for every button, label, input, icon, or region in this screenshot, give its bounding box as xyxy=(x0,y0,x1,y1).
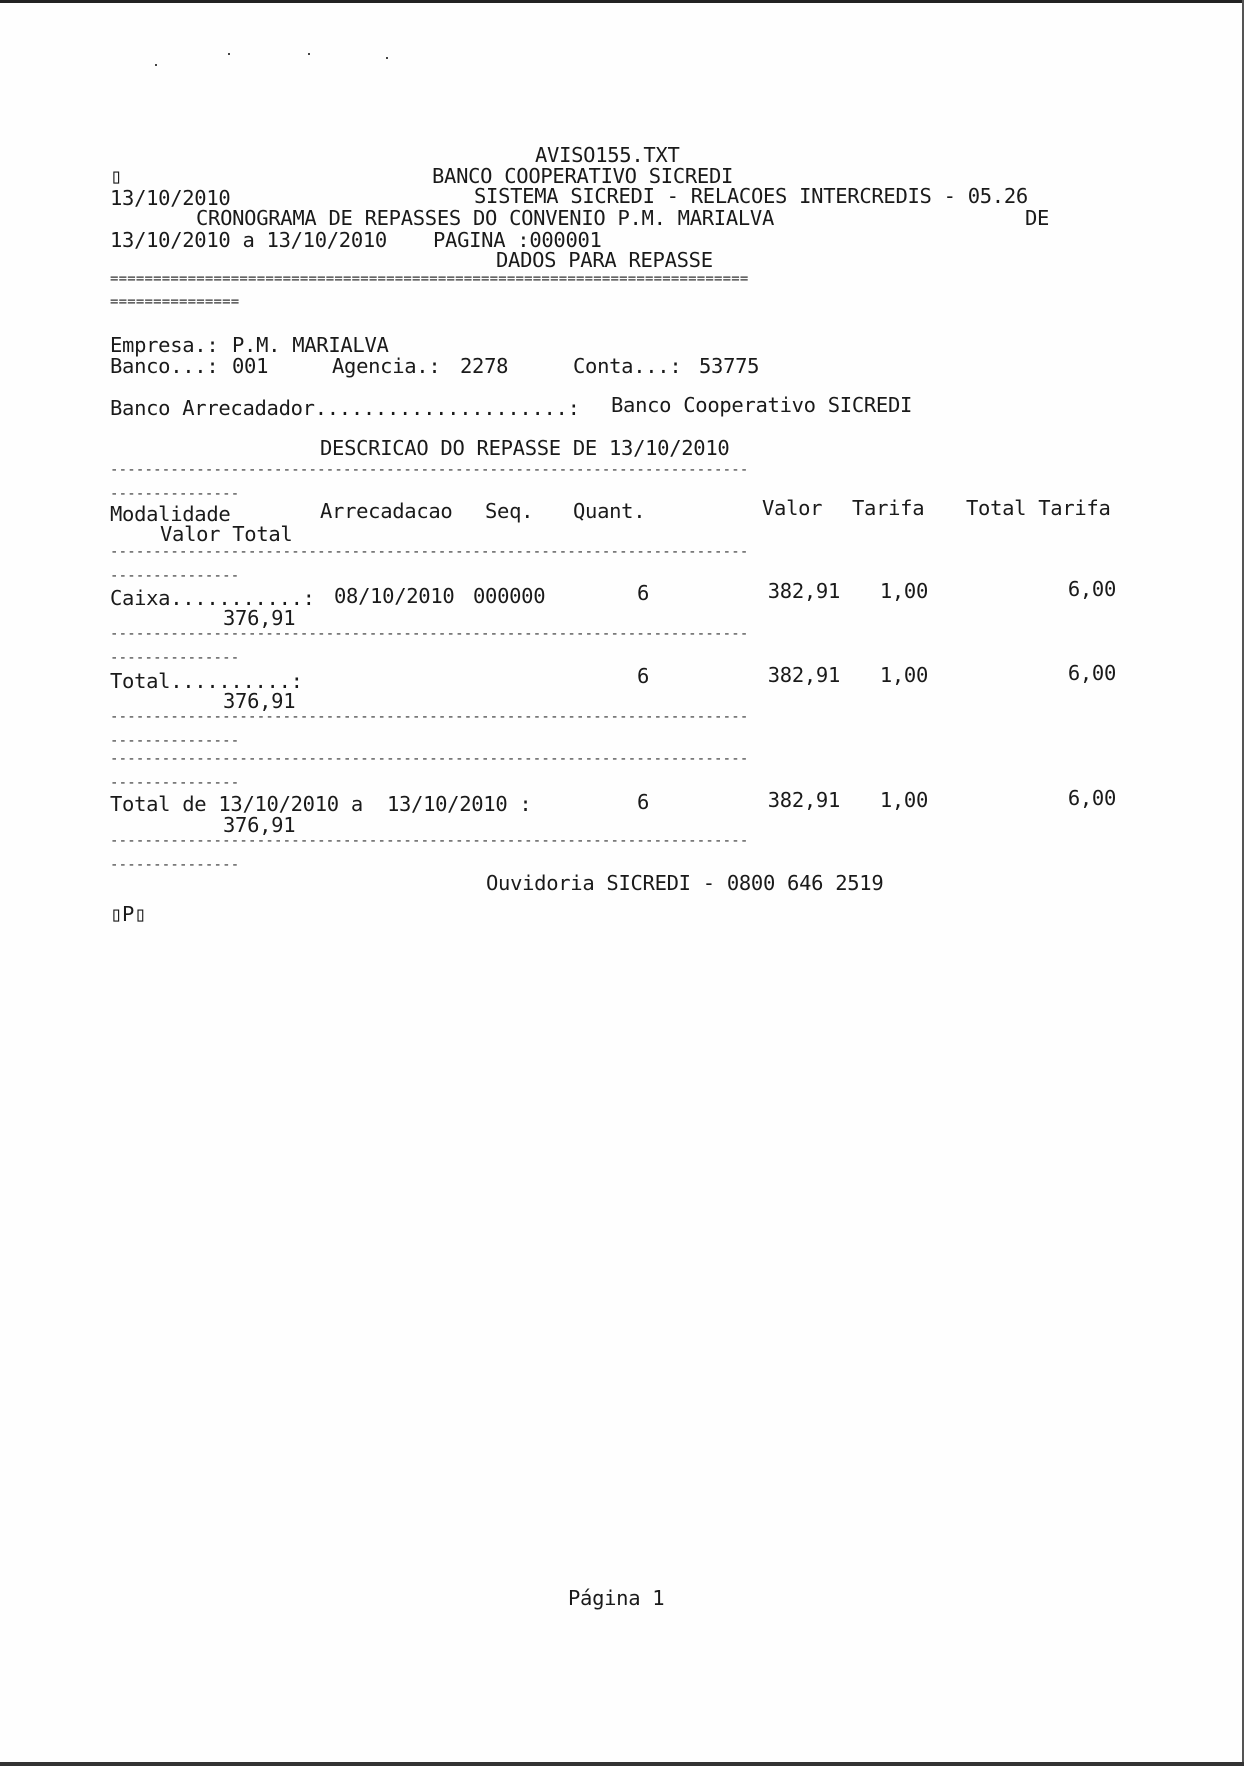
bank-name: BANCO COOPERATIVO SICREDI xyxy=(432,164,734,188)
row-seq: 000000 xyxy=(473,584,546,608)
schedule-de: DE xyxy=(1025,206,1050,230)
column-header-tarifa: Tarifa xyxy=(852,496,925,520)
row-total-tarifa: 6,00 xyxy=(1067,577,1116,601)
empresa-label: Empresa.: xyxy=(110,333,219,357)
scan-speck xyxy=(228,53,230,55)
single-rule: -------------------------------------------------------------------------- xyxy=(110,544,749,560)
double-rule: ========================================================================== xyxy=(110,271,749,287)
footer-page-number: Página 1 xyxy=(568,1586,665,1610)
scan-edge-top xyxy=(0,0,1244,3)
empresa-value: P.M. MARIALVA xyxy=(232,333,389,357)
grand-total-quant: 6 xyxy=(637,790,650,814)
single-rule: --------------- xyxy=(110,650,240,666)
column-header-valor-total: Valor Total xyxy=(160,522,293,546)
scan-speck xyxy=(386,57,388,59)
total-quant: 6 xyxy=(637,664,650,688)
banco-label: Banco...: xyxy=(110,354,219,378)
ouvidoria-contact: Ouvidoria SICREDI - 0800 646 2519 xyxy=(486,871,884,895)
agencia-value: 2278 xyxy=(460,354,509,378)
single-rule: -------------------------------------------------------------------------- xyxy=(110,462,749,478)
single-rule: -------------------------------------------------------------------------- xyxy=(110,833,749,849)
single-rule: --------------- xyxy=(110,486,240,502)
column-header-seq: Seq. xyxy=(485,499,534,523)
column-header-quant: Quant. xyxy=(573,499,646,523)
row-tarifa: 1,00 xyxy=(879,579,928,603)
total-valor-total: 376,91 xyxy=(223,689,296,713)
column-header-valor: Valor xyxy=(762,496,823,520)
column-header-modalidade: Modalidade xyxy=(110,502,231,526)
row-valor-total: 376,91 xyxy=(223,606,296,630)
report-date: 13/10/2010 xyxy=(110,186,231,210)
total-valor: 382,91 xyxy=(767,663,840,687)
agencia-label: Agencia.: xyxy=(332,354,441,378)
column-header-arrecadacao: Arrecadacao xyxy=(320,499,453,523)
total-label: Total..........: xyxy=(110,669,303,693)
arrecadador-label: Banco Arrecadador.....................: xyxy=(110,396,580,420)
filename: AVISO155.TXT xyxy=(535,143,680,167)
form-feed-marker: ▯P▯ xyxy=(110,902,147,926)
total-tarifa: 1,00 xyxy=(879,663,928,687)
single-rule: -------------------------------------------------------------------------- xyxy=(110,626,749,642)
total-total-tarifa: 6,00 xyxy=(1067,661,1116,685)
single-rule: -------------------------------------------------------------------------- xyxy=(110,709,749,725)
single-rule: -------------------------------------------------------------------------- xyxy=(110,751,749,767)
scan-edge-bottom xyxy=(0,1762,1244,1766)
scan-speck xyxy=(155,64,157,66)
single-rule: --------------- xyxy=(110,733,240,749)
single-rule: --------------- xyxy=(110,857,240,873)
banco-value: 001 xyxy=(232,354,269,378)
grand-total-label: Total de 13/10/2010 a 13/10/2010 : xyxy=(110,792,532,816)
single-rule: --------------- xyxy=(110,775,240,791)
section-title: DADOS PARA REPASSE xyxy=(496,248,713,272)
row-quant: 6 xyxy=(637,581,650,605)
single-rule: --------------- xyxy=(110,568,240,584)
scan-speck xyxy=(308,53,310,55)
conta-label: Conta...: xyxy=(573,354,682,378)
grand-total-total-tarifa: 6,00 xyxy=(1067,786,1116,810)
schedule-title: CRONOGRAMA DE REPASSES DO CONVENIO P.M. MARIALVA xyxy=(196,206,775,230)
page-number: PAGINA :000001 xyxy=(433,228,602,252)
grand-total-valor-total: 376,91 xyxy=(223,813,296,837)
arrecadador-value: Banco Cooperativo SICREDI xyxy=(611,393,913,417)
conta-value: 53775 xyxy=(699,354,760,378)
column-header-total-tarifa: Total Tarifa xyxy=(966,496,1111,520)
report-period: 13/10/2010 a 13/10/2010 xyxy=(110,228,387,252)
grand-total-valor: 382,91 xyxy=(767,788,840,812)
system-name: SISTEMA SICREDI - RELACOES INTERCREDIS - 05.26 xyxy=(474,184,1028,208)
control-char-marker: ▯ xyxy=(110,164,123,188)
row-valor: 382,91 xyxy=(767,579,840,603)
grand-total-tarifa: 1,00 xyxy=(879,788,928,812)
double-rule: =============== xyxy=(110,294,240,310)
row-arrecadacao: 08/10/2010 xyxy=(334,584,455,608)
row-modalidade: Caixa...........: xyxy=(110,586,315,610)
description-title: DESCRICAO DO REPASSE DE 13/10/2010 xyxy=(320,436,730,460)
